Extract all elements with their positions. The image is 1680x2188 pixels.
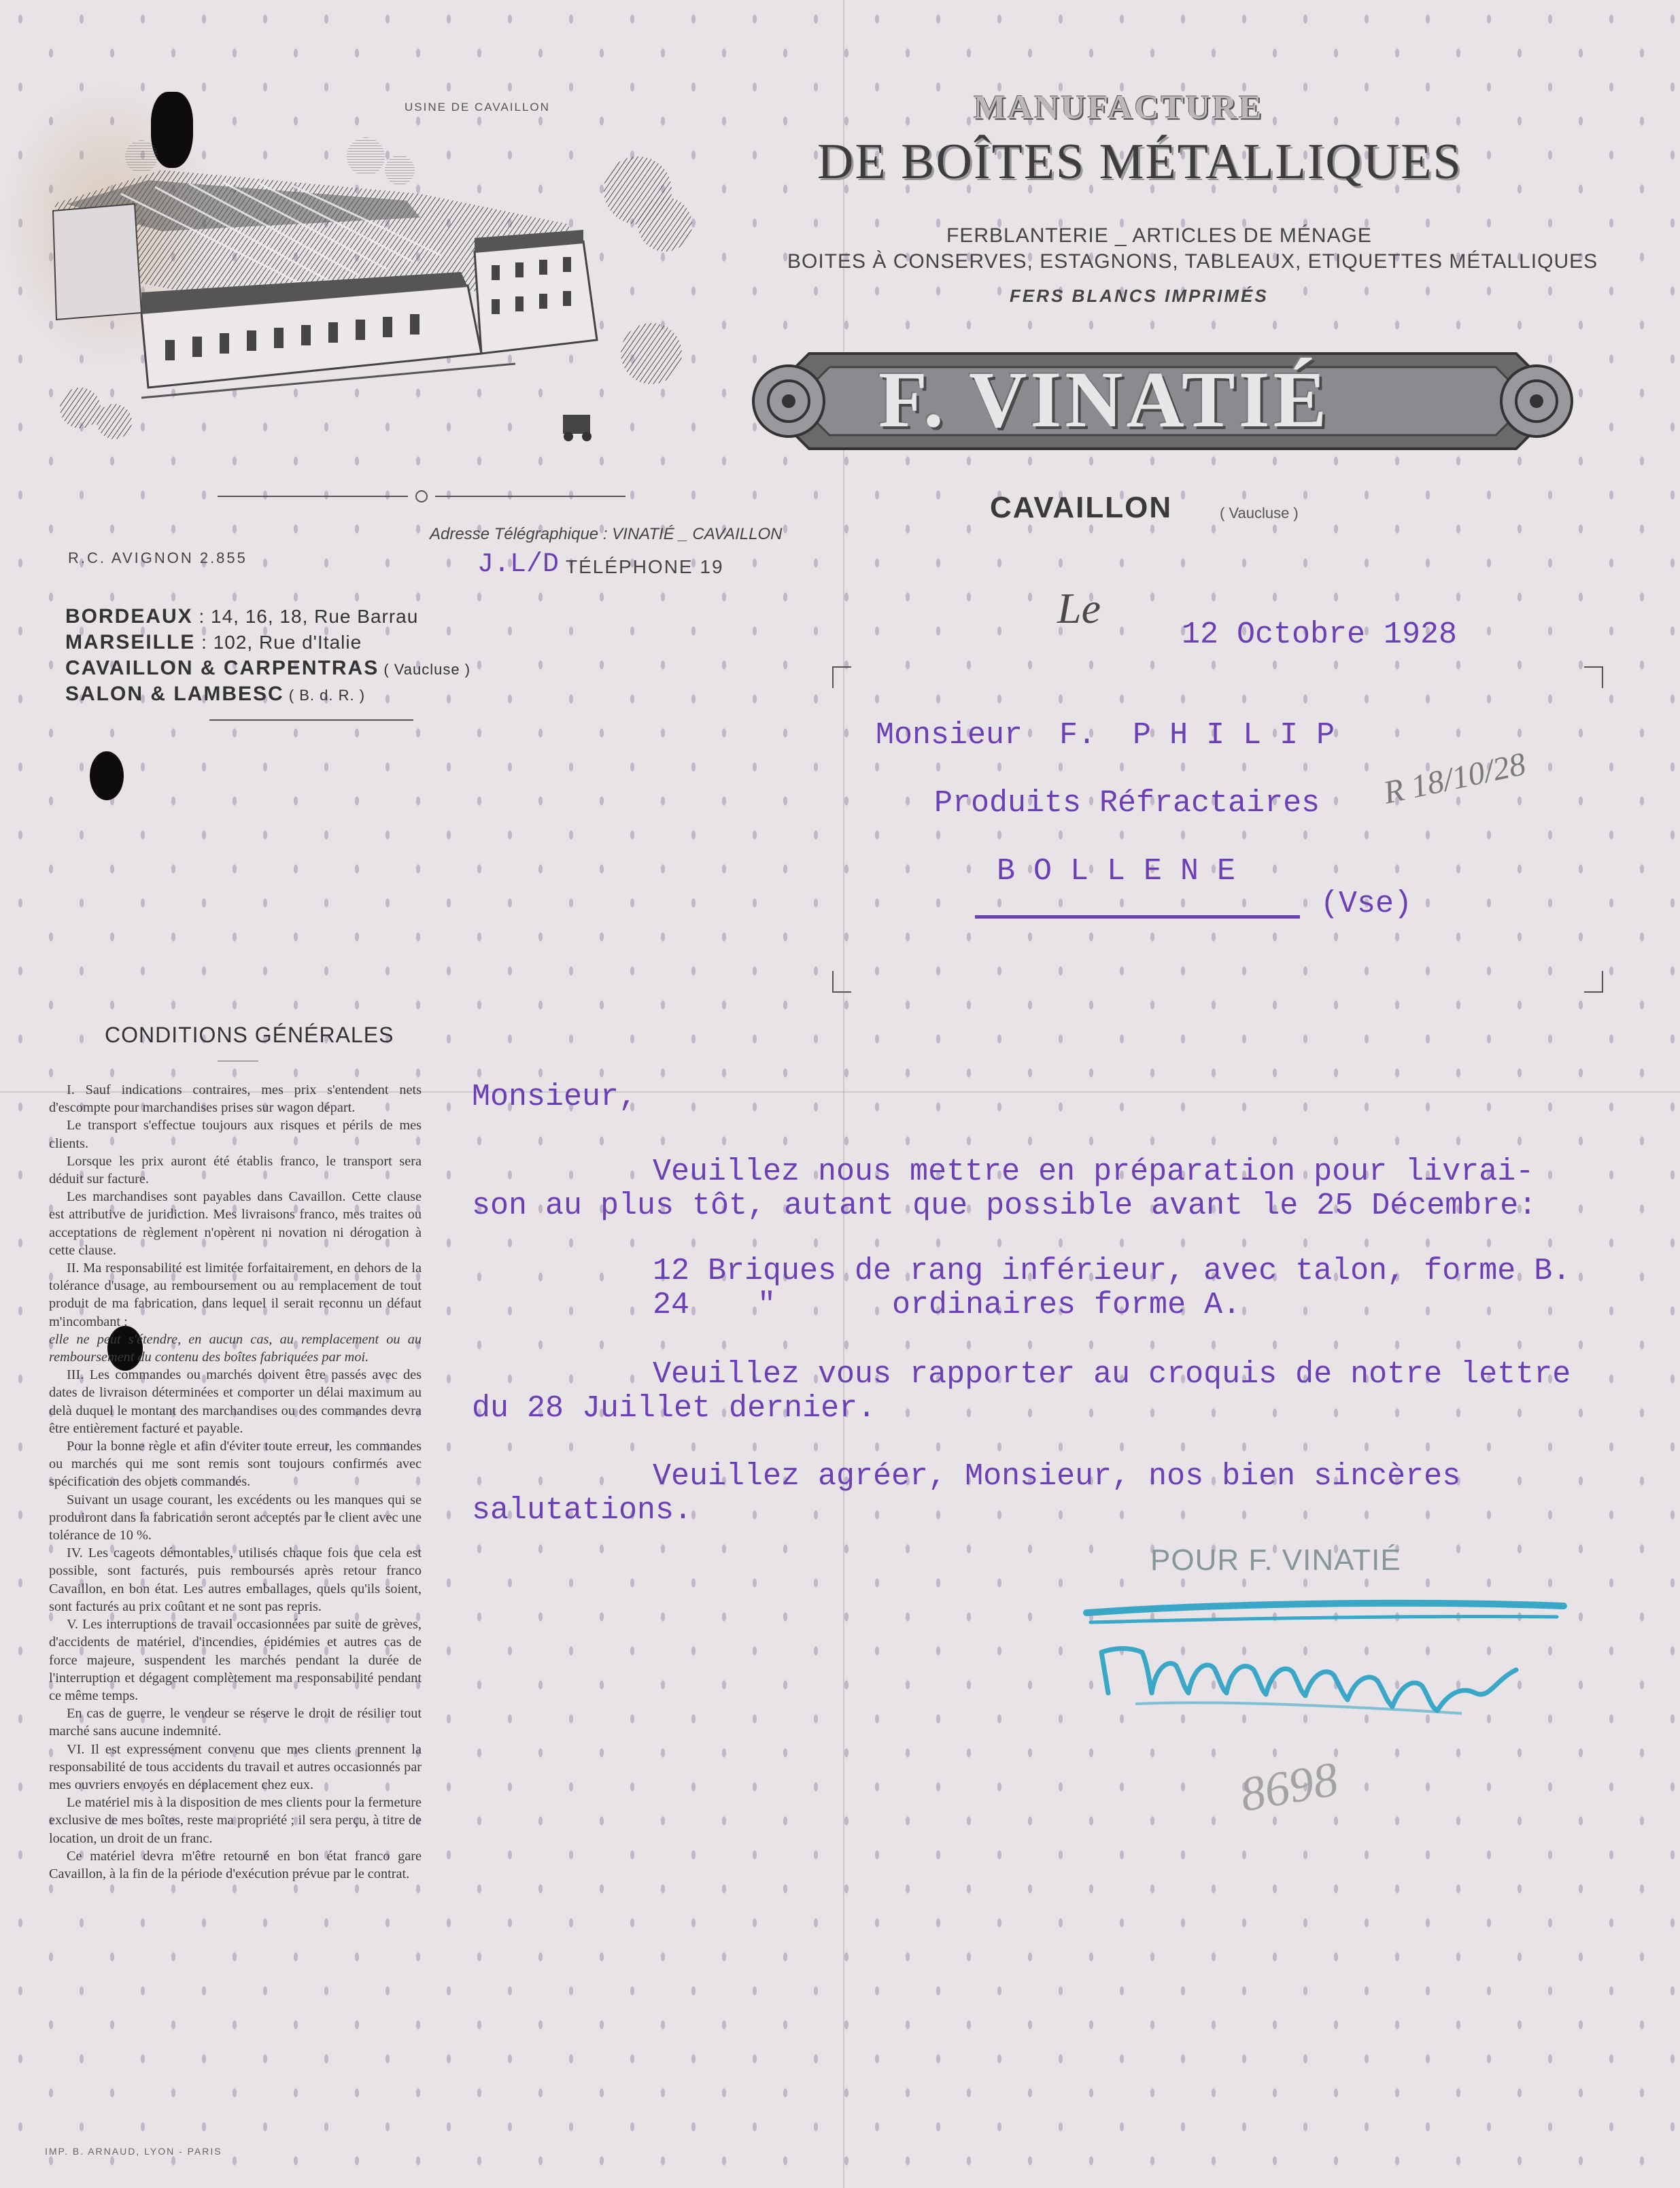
address-corner-bl <box>832 971 851 993</box>
branch-divider <box>209 719 413 721</box>
recipient-city: B O L L E N E <box>997 854 1236 889</box>
conditions-text <box>49 1081 422 1883</box>
subline-ferblanterie: FERBLANTERIE _ ARTICLES DE MÉNAGE <box>946 224 1372 247</box>
punch-hole-top <box>90 751 124 800</box>
branch-bordeaux: BORDEAUX : 14, 16, 18, Rue Barrau <box>65 605 419 628</box>
condition-paragraph: Le transport s'effectue toujours aux risques et périls de mes clients. <box>49 1118 422 1151</box>
condition-paragraph: IV. Les cageots démontables, utilisés chaque fois que cela est possible, sont facturés, puis remboursés après retour franco Cavaillon, en bon état. Les autres emballages, quels qu'ils soient, sont facturés au prix coûtant et ne sont pas repris. <box>49 1545 422 1614</box>
condition-paragraph: I. Sauf indications contraires, mes prix s'entendent nets d'escompte pour marchandises prises sur wagon départ. <box>49 1082 422 1116</box>
condition-paragraph: VI. Il est expressément convenu que mes clients prennent la responsabilité de tous accidents du travail et autres occasionnés par mes ouvriers envoyés en déplacement chez eux. <box>49 1741 422 1792</box>
rc-number: R.C. AVIGNON 2.855 <box>68 549 247 566</box>
region-name: ( Vaucluse ) <box>1220 505 1299 522</box>
condition-paragraph: Lorsque les prix auront été établis franco, le transport sera déduit sur facture. <box>49 1153 422 1187</box>
para3-line1: Veuillez agréer, Monsieur, nos bien sincères <box>653 1459 1461 1494</box>
condition-paragraph: Les marchandises sont payables dans Cavaillon. Cette clause est attributive de juridiction. Mes livraisons franco, mes traites ou acceptations de règlement n'opèrent ni novation ni dérogation à cette clause. <box>49 1189 422 1258</box>
address-corner-br <box>1584 971 1603 993</box>
recipient-company: Produits Réfractaires <box>934 786 1320 821</box>
conditions-title: CONDITIONS GÉNÉRALES <box>105 1023 394 1047</box>
fers-blancs: FERS BLANCS IMPRIMÉS <box>1010 286 1269 306</box>
handwritten-receipt-date: R 18/10/28 <box>1380 745 1529 811</box>
branch-salon: SALON & LAMBESC ( B. d. R. ) <box>65 683 366 705</box>
recipient-name: Monsieur F. P H I L I P <box>876 718 1335 753</box>
condition-paragraph: Ce matériel devra m'être retourné en bon état franco gare Cavaillon, à la fin de la période d'exécution prévue par le contrat. <box>49 1848 422 1881</box>
manufacture-title: MANUFACTURE <box>974 88 1264 126</box>
condition-paragraph: Suivant un usage courant, les excédents ou les manques qui se produiront dans la fabrication seront acceptés par le client avec une tolérance de 10 %. <box>49 1492 422 1543</box>
signature-stamp: POUR F. VINATIÉ <box>1150 1543 1401 1577</box>
condition-paragraph: Pour la bonne règle et afin d'éviter toute erreur, les commandes ou marchés qui me sont remis sont toujours confirmés avec spécification des objets commandés. <box>49 1439 422 1490</box>
recipient-department: (Vse) <box>1320 887 1413 921</box>
branch-cavaillon: CAVAILLON & CARPENTRAS ( Vaucluse ) <box>65 657 471 679</box>
condition-paragraph: III. Les commandes ou marchés doivent être passés avec des dates de livraison déterminées et comporter un délai maximum au delà duquel le montant des marchandises ou des commandes devra être entièrement facturé et payable. <box>49 1367 422 1436</box>
ornament-divider <box>211 488 632 505</box>
condition-paragraph: V. Les interruptions de travail occasionnées par suite de grèves, d'accidents de matériel, d'incendies, épidémies et autres cas de force majeure, suspendent les marchés pendant la durée de l'interruption et dégagent complètement ma responsabilité pendant ce même temps. <box>49 1617 422 1703</box>
order-item-1: 12 Briques de rang inférieur, avec talon, forme B. <box>653 1254 1571 1288</box>
condition-paragraph: Le matériel mis à la disposition de mes clients pour la fermeture exclusive de mes boîtes, reste ma propriété ; il sera perçu, à titre de location, un droit de un franc. <box>49 1795 422 1846</box>
letter-date: 12 Octobre 1928 <box>1182 617 1458 652</box>
pencil-note: 8698 <box>1236 1751 1342 1822</box>
salutation: Monsieur, <box>472 1080 638 1114</box>
usine-label: USINE DE CAVAILLON <box>405 101 550 114</box>
address-corner-tr <box>1584 666 1603 688</box>
order-item-2-ditto: " <box>757 1288 776 1322</box>
fold-line-vertical <box>843 0 844 2188</box>
order-item-2-qty: 24 <box>653 1288 690 1322</box>
factory-illustration <box>39 129 699 483</box>
date-prefix: Le <box>1057 584 1101 632</box>
para1-line2: son au plus tôt, autant que possible avant le 25 Décembre: <box>472 1189 1537 1223</box>
condition-paragraph: En cas de guerre, le vendeur se réserve le droit de résilier tout marché sans aucune indemnité. <box>49 1706 422 1739</box>
city-underline <box>975 915 1300 919</box>
address-corner-tl <box>832 666 851 688</box>
condition-paragraph: II. Ma responsabilité est limitée forfaitairement, en dehors de la tolérance d'usage, au remboursement ou au remplacement de tout produit de ma fabrication, dans lequel il serait reconnu un défaut m'incombant ; <box>49 1261 422 1329</box>
para1-line1: Veuillez nous mettre en préparation pour livrai- <box>653 1155 1535 1189</box>
para2-line1: Veuillez vous rapporter au croquis de notre lettre <box>653 1357 1571 1392</box>
order-item-2-desc: ordinaires forme A. <box>892 1288 1241 1322</box>
printer-imprint: IMP. B. ARNAUD, LYON - PARIS <box>45 2146 222 2157</box>
letter-reference: J.L/D <box>477 549 560 580</box>
handwritten-signature <box>1081 1598 1571 1720</box>
company-name: F. VINATIÉ <box>878 355 1331 444</box>
branch-marseille: MARSEILLE : 102, Rue d'Italie <box>65 631 362 653</box>
para3-line2: salutations. <box>472 1493 693 1528</box>
boites-title: DE BOÎTES MÉTALLIQUES <box>817 134 1462 190</box>
para2-line2: du 28 Juillet dernier. <box>472 1391 876 1426</box>
subline-boites: BOITES À CONSERVES, ESTAGNONS, TABLEAUX, ETIQUETTES MÉTALLIQUES <box>787 250 1598 273</box>
telephone: TÉLÉPHONE 19 <box>566 556 724 577</box>
condition-paragraph-italic: elle ne peut s'étendre, en aucun cas, au remplacement ou au remboursement du contenu des boîtes fabriquées par moi. <box>49 1331 422 1365</box>
city-name: CAVAILLON <box>990 491 1173 524</box>
telegraph-address: Adresse Télégraphique : VINATIÉ _ CAVAILLON <box>430 525 783 543</box>
